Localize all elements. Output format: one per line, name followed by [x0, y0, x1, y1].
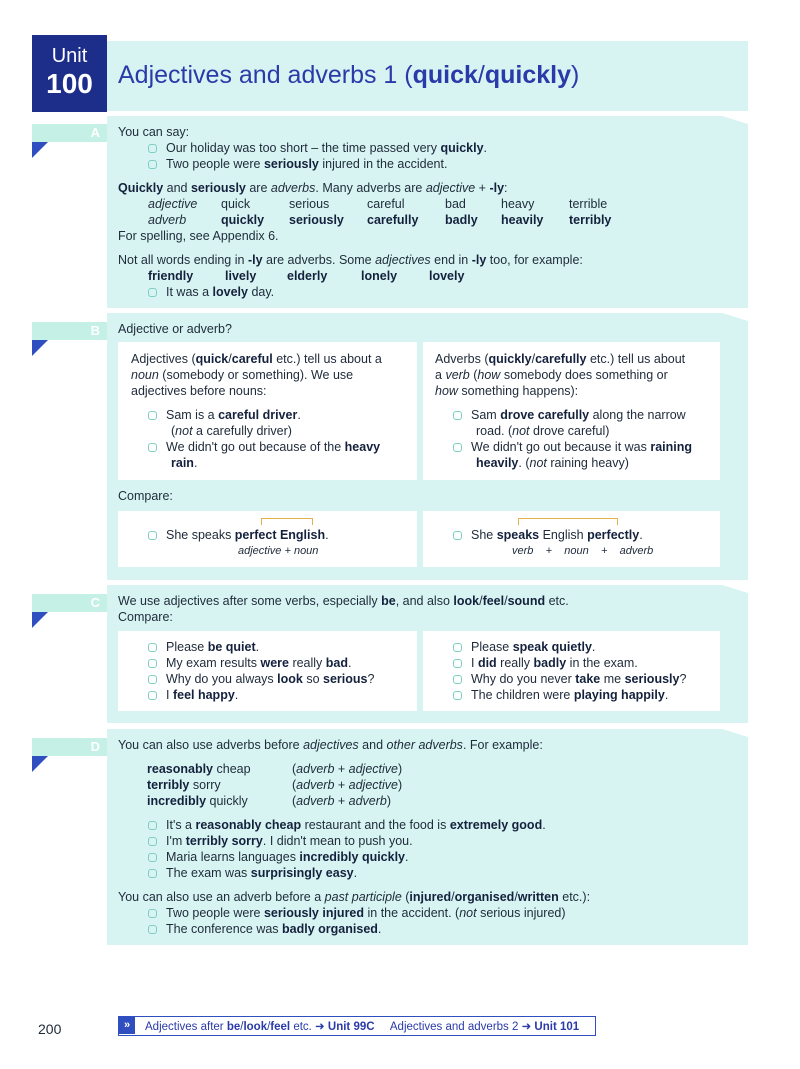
title-text: /: [477, 61, 485, 89]
adv-desc-line: Adverbs (quickly/carefully etc.) tell us about: [435, 352, 686, 366]
title-bold: quick: [412, 61, 478, 89]
unit-101-link[interactable]: Unit 101: [534, 1021, 580, 1033]
bullet-icon: [148, 909, 157, 918]
section-b-tab: [32, 322, 107, 340]
adj-desc-line: adjectives before nouns:: [131, 384, 267, 398]
past-participle-note: You can also use an adverb before a past participle (injured/organised/written etc.):: [118, 890, 591, 904]
section-c-intro: We use adjectives after some verbs, especially be, and also look/feel/sound etc.: [118, 594, 569, 608]
cross-reference-text: Adjectives after be/look/feel etc. ➜ Unit 99C Adjectives and adverbs 2 ➜ Unit 101: [145, 1021, 580, 1033]
bullet-icon: [148, 288, 157, 297]
unit-number: 100: [46, 68, 93, 99]
section-a-intro: You can say:: [118, 125, 190, 139]
example-line: It's a reasonably cheap restaurant and the food is extremely good.: [148, 817, 546, 833]
example-line: My exam results were really bad.: [148, 655, 352, 671]
example-line-cont: rain.: [171, 456, 198, 470]
bullet-icon: [148, 925, 157, 934]
bullet-icon: [148, 837, 157, 846]
pair-annotation: (adverb + adjective): [292, 762, 403, 776]
adverb-pair: terribly sorry: [147, 778, 221, 792]
compare-label: Compare:: [118, 489, 173, 503]
bullet-icon: [148, 411, 157, 420]
compare-label: Compare:: [118, 610, 173, 624]
bullet-icon: [148, 853, 157, 862]
example-line: She speaks perfect English.: [148, 527, 329, 543]
title-bold: quickly: [484, 61, 572, 89]
example-line: She speaks English perfectly.: [453, 527, 643, 543]
example-line: Why do you always look so serious?: [148, 671, 374, 687]
example-line: I feel happy.: [148, 687, 238, 703]
bullet-icon: [148, 869, 157, 878]
unit-label: Unit: [51, 45, 88, 67]
bullet-icon: [453, 643, 462, 652]
example-line: Please speak quietly.: [453, 639, 595, 655]
cross-reference-box: [118, 1016, 596, 1036]
title-text: Adjectives and adverbs 1 (: [118, 61, 413, 89]
bullet-icon: [148, 443, 157, 452]
bullet-icon: [453, 411, 462, 420]
bullet-icon: [148, 691, 157, 700]
section-d-intro: You can also use adverbs before adjectives and other adverbs. For example:: [118, 738, 543, 752]
section-letter: C: [90, 595, 100, 610]
example-line: We didn't go out because it was raining: [453, 439, 692, 455]
bullet-icon: [453, 691, 462, 700]
example-line: I did really badly in the exam.: [453, 655, 638, 671]
bullet-icon: [148, 144, 157, 153]
bullet-icon: [148, 160, 157, 169]
unit-badge: [32, 35, 107, 112]
example-line: The children were playing happily.: [453, 687, 668, 703]
bullet-icon: [148, 659, 157, 668]
grammar-annotation: verb + noun + adverb: [512, 545, 654, 557]
tab-flag: [32, 756, 48, 772]
section-letter: D: [90, 739, 100, 754]
double-chevron-icon: »: [119, 1017, 135, 1034]
bullet-icon: [148, 531, 157, 540]
example-line: Please be quiet.: [148, 639, 259, 655]
example-line: Our holiday was too short – the time passed very quickly.: [148, 140, 487, 156]
example-line: We didn't go out because of the heavy: [148, 439, 380, 455]
adverb-pair: incredibly quickly: [147, 794, 248, 808]
bullet-icon: [148, 821, 157, 830]
example-line: The exam was surprisingly easy.: [148, 865, 357, 881]
adv-desc-line: a verb (how somebody does something or: [435, 368, 668, 382]
example-line: Two people were seriously injured in the accident.: [148, 156, 447, 172]
pair-annotation: (adverb + adverb): [292, 794, 392, 808]
section-letter: A: [90, 125, 100, 140]
example-line: Why do you never take me seriously?: [453, 671, 686, 687]
example-line: It was a lovely day.: [148, 284, 274, 300]
spelling-note: For spelling, see Appendix 6.: [118, 229, 279, 243]
section-b-intro: Adjective or adverb?: [118, 322, 232, 336]
bullet-icon: [453, 659, 462, 668]
bullet-icon: [148, 643, 157, 652]
title-text: ): [571, 61, 580, 89]
bullet-icon: [453, 675, 462, 684]
section-letter: B: [90, 323, 100, 338]
bullet-icon: [453, 531, 462, 540]
example-line-cont: heavily. (not raining heavy): [476, 456, 629, 470]
pair-annotation: (adverb + adjective): [292, 778, 403, 792]
bullet-icon: [148, 675, 157, 684]
bracket: [518, 518, 618, 525]
example-line: Sam drove carefully along the narrow: [453, 407, 686, 423]
example-line: I'm terribly sorry. I didn't mean to push you.: [148, 833, 413, 849]
bullet-icon: [453, 443, 462, 452]
example-line: The conference was badly organised.: [148, 921, 381, 937]
example-line: Sam is a careful driver.: [148, 407, 301, 423]
section-d-tab: [32, 738, 107, 756]
tab-flag: [32, 340, 48, 356]
section-a-tab: [32, 124, 107, 142]
bracket: [261, 518, 313, 525]
example-line: Maria learns languages incredibly quickly.: [148, 849, 409, 865]
tab-flag: [32, 612, 48, 628]
adv-desc-line: how something happens):: [435, 384, 579, 398]
example-line-cont: road. (not drove careful): [476, 424, 610, 438]
section-c-tab: [32, 594, 107, 612]
example-line: Two people were seriously injured in the accident. (not serious injured): [148, 905, 566, 921]
page-title: [118, 61, 579, 90]
rule-line: Quickly and seriously are adverbs. Many adverbs are adjective + -ly:: [118, 181, 508, 195]
grammar-annotation: adjective + noun: [238, 545, 319, 557]
adverb-pair: reasonably cheap: [147, 762, 251, 776]
unit-99c-link[interactable]: Unit 99C: [327, 1021, 375, 1033]
adj-desc-line: noun (somebody or something). We use: [131, 368, 354, 382]
adj-desc-line: Adjectives (quick/careful etc.) tell us about a: [131, 352, 382, 366]
page-number: 200: [38, 1021, 62, 1037]
example-note: (not a carefully driver): [171, 424, 292, 438]
ly-note: Not all words ending in -ly are adverbs. Some adjectives end in -ly too, for example:: [118, 253, 583, 267]
tab-flag: [32, 142, 48, 158]
